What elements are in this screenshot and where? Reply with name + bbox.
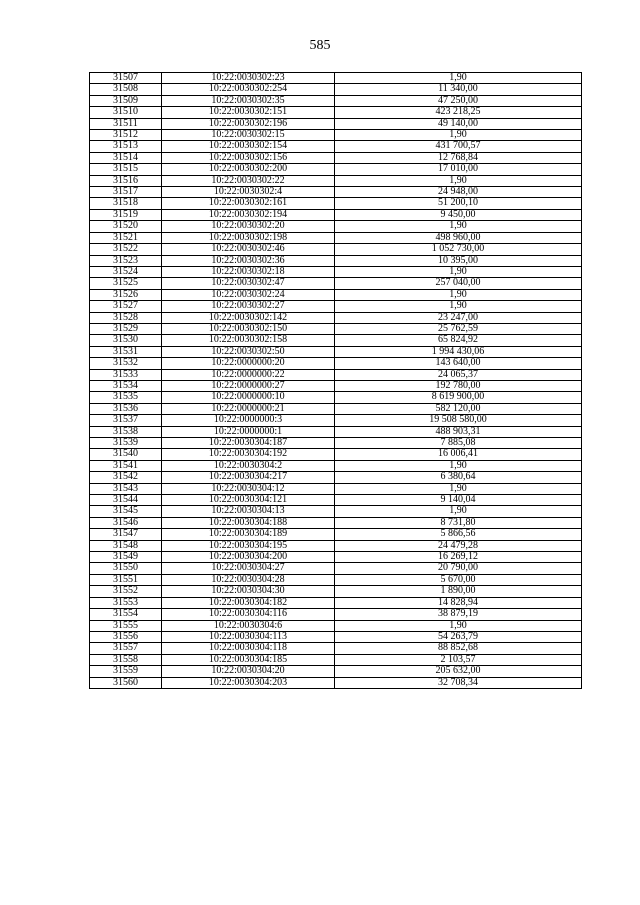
cadastral-number-cell: 10:22:0030302:154 <box>162 141 335 152</box>
table-row <box>90 198 582 209</box>
table-row <box>90 403 582 414</box>
cadastral-number-cell: 10:22:0030304:118 <box>162 643 335 654</box>
table-row <box>90 529 582 540</box>
row-number-cell: 31542 <box>90 472 162 483</box>
cadastral-number-cell: 10:22:0030302:18 <box>162 266 335 277</box>
cadastral-number-cell: 10:22:0030302:156 <box>162 152 335 163</box>
row-number-cell: 31556 <box>90 631 162 642</box>
table-row <box>90 107 582 118</box>
table-row <box>90 152 582 163</box>
row-number-cell: 31554 <box>90 609 162 620</box>
cadastral-number-cell: 10:22:0030302:36 <box>162 255 335 266</box>
table-row <box>90 221 582 232</box>
table-row <box>90 369 582 380</box>
cadastral-number-cell: 10:22:0030304:27 <box>162 563 335 574</box>
cadastral-number-cell: 10:22:0030302:47 <box>162 278 335 289</box>
table-row <box>90 574 582 585</box>
cadastral-number-cell: 10:22:0000000:20 <box>162 358 335 369</box>
table-row <box>90 255 582 266</box>
row-number-cell: 31507 <box>90 73 162 84</box>
row-number-cell: 31546 <box>90 517 162 528</box>
row-number-cell: 31539 <box>90 438 162 449</box>
cadastral-number-cell: 10:22:0030302:35 <box>162 95 335 106</box>
table-row <box>90 301 582 312</box>
row-number-cell: 31526 <box>90 289 162 300</box>
value-cell: 19 508 580,00 <box>335 415 582 426</box>
row-number-cell: 31517 <box>90 187 162 198</box>
value-cell: 1,90 <box>335 289 582 300</box>
value-cell: 16 269,12 <box>335 552 582 563</box>
value-cell: 1,90 <box>335 130 582 141</box>
table-row <box>90 426 582 437</box>
row-number-cell: 31529 <box>90 323 162 334</box>
row-number-cell: 31527 <box>90 301 162 312</box>
row-number-cell: 31555 <box>90 620 162 631</box>
page-number: 585 <box>309 38 331 53</box>
row-number-cell: 31537 <box>90 415 162 426</box>
value-cell: 47 250,00 <box>335 95 582 106</box>
cadastral-number-cell: 10:22:0030302:254 <box>162 84 335 95</box>
table-row <box>90 506 582 517</box>
value-cell: 143 640,00 <box>335 358 582 369</box>
cadastral-number-cell: 10:22:0030304:28 <box>162 574 335 585</box>
table-row <box>90 460 582 471</box>
table-row <box>90 84 582 95</box>
value-cell: 88 852,68 <box>335 643 582 654</box>
row-number-cell: 31545 <box>90 506 162 517</box>
table-row <box>90 346 582 357</box>
table-row <box>90 609 582 620</box>
value-cell: 9 450,00 <box>335 209 582 220</box>
table-row <box>90 620 582 631</box>
value-cell: 1,90 <box>335 460 582 471</box>
value-cell: 8 731,80 <box>335 517 582 528</box>
row-number-cell: 31558 <box>90 654 162 665</box>
cadastral-number-cell: 10:22:0030302:27 <box>162 301 335 312</box>
row-number-cell: 31548 <box>90 540 162 551</box>
value-cell: 20 790,00 <box>335 563 582 574</box>
value-cell: 6 380,64 <box>335 472 582 483</box>
row-number-cell: 31515 <box>90 164 162 175</box>
table-row <box>90 677 582 688</box>
cadastral-number-cell: 10:22:0030304:188 <box>162 517 335 528</box>
row-number-cell: 31516 <box>90 175 162 186</box>
cadastral-number-cell: 10:22:0030304:203 <box>162 677 335 688</box>
row-number-cell: 31520 <box>90 221 162 232</box>
value-cell: 1,90 <box>335 506 582 517</box>
cadastral-number-cell: 10:22:0030304:217 <box>162 472 335 483</box>
value-cell: 2 103,57 <box>335 654 582 665</box>
table-row <box>90 73 582 84</box>
value-cell: 49 140,00 <box>335 118 582 129</box>
row-number-cell: 31531 <box>90 346 162 357</box>
cadastral-number-cell: 10:22:0030302:23 <box>162 73 335 84</box>
value-cell: 423 218,25 <box>335 107 582 118</box>
row-number-cell: 31557 <box>90 643 162 654</box>
table-row <box>90 323 582 334</box>
cadastral-number-cell: 10:22:0030304:185 <box>162 654 335 665</box>
cadastral-number-cell: 10:22:0030302:22 <box>162 175 335 186</box>
row-number-cell: 31535 <box>90 392 162 403</box>
value-cell: 257 040,00 <box>335 278 582 289</box>
value-cell: 1,90 <box>335 221 582 232</box>
table-row <box>90 118 582 129</box>
cadastral-number-cell: 10:22:0030304:182 <box>162 597 335 608</box>
table-row <box>90 666 582 677</box>
table-body <box>90 73 582 689</box>
row-number-cell: 31551 <box>90 574 162 585</box>
table-row <box>90 209 582 220</box>
value-cell: 12 768,84 <box>335 152 582 163</box>
cadastral-number-cell: 10:22:0030304:2 <box>162 460 335 471</box>
table-row <box>90 289 582 300</box>
value-cell: 1 052 730,00 <box>335 244 582 255</box>
table-row <box>90 552 582 563</box>
row-number-cell: 31513 <box>90 141 162 152</box>
row-number-cell: 31521 <box>90 232 162 243</box>
cadastral-number-cell: 10:22:0030302:150 <box>162 323 335 334</box>
value-cell: 192 780,00 <box>335 380 582 391</box>
value-cell: 582 120,00 <box>335 403 582 414</box>
cadastral-number-cell: 10:22:0000000:21 <box>162 403 335 414</box>
cadastral-number-cell: 10:22:0030302:198 <box>162 232 335 243</box>
cadastral-number-cell: 10:22:0030302:194 <box>162 209 335 220</box>
table-row <box>90 563 582 574</box>
row-number-cell: 31519 <box>90 209 162 220</box>
row-number-cell: 31518 <box>90 198 162 209</box>
row-number-cell: 31543 <box>90 483 162 494</box>
row-number-cell: 31508 <box>90 84 162 95</box>
table-row <box>90 278 582 289</box>
table-row <box>90 586 582 597</box>
cadastral-number-cell: 10:22:0030302:15 <box>162 130 335 141</box>
table-row <box>90 643 582 654</box>
table-row <box>90 654 582 665</box>
table-row <box>90 164 582 175</box>
row-number-cell: 31510 <box>90 107 162 118</box>
table-row <box>90 244 582 255</box>
value-cell: 1,90 <box>335 175 582 186</box>
cadastral-number-cell: 10:22:0030304:187 <box>162 438 335 449</box>
table-row <box>90 358 582 369</box>
cadastral-number-cell: 10:22:0030302:46 <box>162 244 335 255</box>
row-number-cell: 31528 <box>90 312 162 323</box>
row-number-cell: 31560 <box>90 677 162 688</box>
value-cell: 24 479,28 <box>335 540 582 551</box>
row-number-cell: 31532 <box>90 358 162 369</box>
row-number-cell: 31540 <box>90 449 162 460</box>
table-row <box>90 472 582 483</box>
table-row <box>90 312 582 323</box>
cadastral-number-cell: 10:22:0000000:1 <box>162 426 335 437</box>
table-row <box>90 631 582 642</box>
cadastral-number-cell: 10:22:0000000:10 <box>162 392 335 403</box>
table-row <box>90 415 582 426</box>
cadastral-number-cell: 10:22:0030304:200 <box>162 552 335 563</box>
value-cell: 25 762,59 <box>335 323 582 334</box>
row-number-cell: 31514 <box>90 152 162 163</box>
value-cell: 38 879,19 <box>335 609 582 620</box>
value-cell: 7 885,08 <box>335 438 582 449</box>
value-cell: 16 006,41 <box>335 449 582 460</box>
row-number-cell: 31525 <box>90 278 162 289</box>
cadastral-number-cell: 10:22:0030302:142 <box>162 312 335 323</box>
row-number-cell: 31509 <box>90 95 162 106</box>
value-cell: 8 619 900,00 <box>335 392 582 403</box>
cadastral-number-cell: 10:22:0030304:20 <box>162 666 335 677</box>
cadastral-number-cell: 10:22:0030302:200 <box>162 164 335 175</box>
cadastral-number-cell: 10:22:0030302:161 <box>162 198 335 209</box>
table-row <box>90 187 582 198</box>
row-number-cell: 31547 <box>90 529 162 540</box>
row-number-cell: 31530 <box>90 335 162 346</box>
row-number-cell: 31533 <box>90 369 162 380</box>
table-row <box>90 597 582 608</box>
table-row <box>90 438 582 449</box>
table-row <box>90 232 582 243</box>
value-cell: 431 700,57 <box>335 141 582 152</box>
value-cell: 23 247,00 <box>335 312 582 323</box>
cadastral-number-cell: 10:22:0030304:116 <box>162 609 335 620</box>
cadastral-number-cell: 10:22:0030302:24 <box>162 289 335 300</box>
table-row <box>90 266 582 277</box>
cadastral-number-cell: 10:22:0000000:27 <box>162 380 335 391</box>
row-number-cell: 31536 <box>90 403 162 414</box>
cadastral-number-cell: 10:22:0030302:50 <box>162 346 335 357</box>
row-number-cell: 31553 <box>90 597 162 608</box>
value-cell: 54 263,79 <box>335 631 582 642</box>
cadastral-number-cell: 10:22:0030304:30 <box>162 586 335 597</box>
value-cell: 5 670,00 <box>335 574 582 585</box>
value-cell: 17 010,00 <box>335 164 582 175</box>
cadastral-number-cell: 10:22:0030304:6 <box>162 620 335 631</box>
row-number-cell: 31512 <box>90 130 162 141</box>
row-number-cell: 31559 <box>90 666 162 677</box>
cadastral-number-cell: 10:22:0030302:151 <box>162 107 335 118</box>
value-cell: 1,90 <box>335 73 582 84</box>
value-cell: 24 065,37 <box>335 369 582 380</box>
value-cell: 1,90 <box>335 483 582 494</box>
value-cell: 10 395,00 <box>335 255 582 266</box>
row-number-cell: 31550 <box>90 563 162 574</box>
row-number-cell: 31544 <box>90 495 162 506</box>
table-row <box>90 495 582 506</box>
table-row <box>90 392 582 403</box>
table-row <box>90 130 582 141</box>
row-number-cell: 31534 <box>90 380 162 391</box>
value-cell: 65 824,92 <box>335 335 582 346</box>
value-cell: 498 960,00 <box>335 232 582 243</box>
value-cell: 1,90 <box>335 620 582 631</box>
value-cell: 24 948,00 <box>335 187 582 198</box>
table-row <box>90 449 582 460</box>
value-cell: 11 340,00 <box>335 84 582 95</box>
value-cell: 32 708,34 <box>335 677 582 688</box>
cadastral-number-cell: 10:22:0030302:4 <box>162 187 335 198</box>
cadastral-number-cell: 10:22:0030302:196 <box>162 118 335 129</box>
table-row <box>90 95 582 106</box>
row-number-cell: 31538 <box>90 426 162 437</box>
cadastral-number-cell: 10:22:0030304:12 <box>162 483 335 494</box>
table-row <box>90 335 582 346</box>
value-cell: 1 890,00 <box>335 586 582 597</box>
value-cell: 1,90 <box>335 301 582 312</box>
cadastral-number-cell: 10:22:0000000:3 <box>162 415 335 426</box>
table-row <box>90 483 582 494</box>
row-number-cell: 31549 <box>90 552 162 563</box>
table-row <box>90 175 582 186</box>
row-number-cell: 31523 <box>90 255 162 266</box>
value-cell: 205 632,00 <box>335 666 582 677</box>
cadastral-number-cell: 10:22:0030304:192 <box>162 449 335 460</box>
row-number-cell: 31524 <box>90 266 162 277</box>
value-cell: 5 866,56 <box>335 529 582 540</box>
row-number-cell: 31552 <box>90 586 162 597</box>
cadastral-number-cell: 10:22:0030304:189 <box>162 529 335 540</box>
value-cell: 1 994 430,06 <box>335 346 582 357</box>
table-row <box>90 141 582 152</box>
value-cell: 1,90 <box>335 266 582 277</box>
cadastral-number-cell: 10:22:0030302:158 <box>162 335 335 346</box>
row-number-cell: 31522 <box>90 244 162 255</box>
data-table <box>89 72 582 689</box>
value-cell: 51 200,10 <box>335 198 582 209</box>
cadastral-number-cell: 10:22:0000000:22 <box>162 369 335 380</box>
cadastral-number-cell: 10:22:0030302:20 <box>162 221 335 232</box>
cadastral-number-cell: 10:22:0030304:113 <box>162 631 335 642</box>
cadastral-number-cell: 10:22:0030304:121 <box>162 495 335 506</box>
table-row <box>90 380 582 391</box>
value-cell: 9 140,04 <box>335 495 582 506</box>
table-row <box>90 517 582 528</box>
cadastral-number-cell: 10:22:0030304:13 <box>162 506 335 517</box>
row-number-cell: 31541 <box>90 460 162 471</box>
table-row <box>90 540 582 551</box>
row-number-cell: 31511 <box>90 118 162 129</box>
value-cell: 488 903,31 <box>335 426 582 437</box>
cadastral-number-cell: 10:22:0030304:195 <box>162 540 335 551</box>
value-cell: 14 828,94 <box>335 597 582 608</box>
